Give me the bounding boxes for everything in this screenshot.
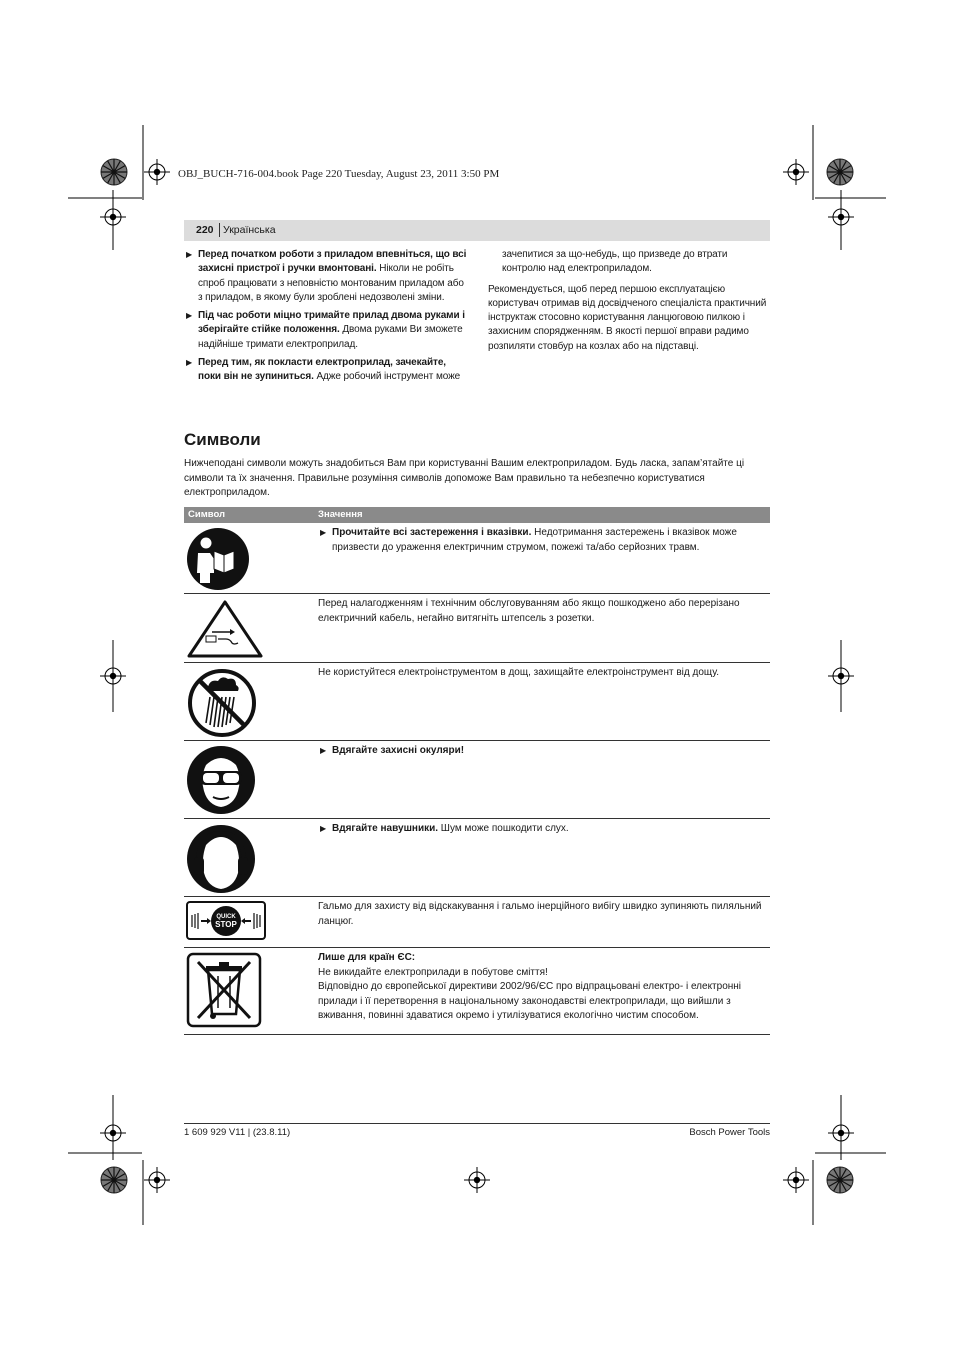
table-row xyxy=(184,523,770,594)
quick-stop-label-top: QUICK xyxy=(216,914,236,920)
unplug-warning-icon xyxy=(186,598,264,660)
right-column xyxy=(488,248,770,354)
warning-bold: Перед тим, як покласти електроприлад, зачекайте, поки він не зупиниться. xyxy=(198,357,446,383)
header-language: Українська xyxy=(223,224,276,236)
warning-text: Двома руками Ви зможете надійніше тримати електроприлад. xyxy=(198,324,463,350)
read-manual-icon xyxy=(186,527,250,591)
footer-doc-number: 1 609 929 V11 | (23.8.11) xyxy=(184,1127,291,1138)
row-detail: Недотримання застережень і вказівок може призвести до ураження електричним струмом, пожежі та/або серйозних травм. xyxy=(332,527,737,553)
section-intro: Нижчеподані символи можуть знадобиться Вам при користуванні Вашим електроприладом. Будь ласка, запам’ятайте ці символи та їх значення. Правильне розуміння символів допоможе Вам правильно та небезпечно користуватися електроприладом. xyxy=(184,458,745,498)
table-header xyxy=(184,507,770,523)
warning-bold: Перед початком роботи з приладом впевніться, що всі захисні пристрої і ручки вмонтовані. xyxy=(198,249,467,275)
header-divider xyxy=(219,223,220,237)
list-item xyxy=(184,309,468,352)
table-row xyxy=(184,948,770,1035)
print-file-info: OBJ_BUCH-716-004.book Page 220 Tuesday, August 23, 2011 3:50 PM xyxy=(178,168,500,180)
table-row xyxy=(184,663,770,741)
column-header-meaning: Значення xyxy=(318,509,363,520)
warning-text: Ніколи не робіть спроб працювати з неповністю монтованим приладом або з приладом, в якому були зроблені недозволені зміни. xyxy=(198,263,464,303)
row-text xyxy=(318,526,768,555)
bullet-arrow-icon: ▶ xyxy=(186,311,193,321)
row-text xyxy=(318,951,768,1024)
page-header xyxy=(184,220,770,241)
row-text xyxy=(318,744,768,759)
bullet-arrow-icon: ▶ xyxy=(186,250,193,259)
footer-brand: Bosch Power Tools xyxy=(689,1127,770,1138)
ear-protection-icon xyxy=(186,823,256,895)
list-item xyxy=(184,356,468,385)
row-bold: Лише для країн ЄС: xyxy=(318,952,416,963)
table-row xyxy=(184,594,770,663)
bullet-arrow-icon: ▶ xyxy=(320,746,327,755)
bullet-arrow-icon: ▶ xyxy=(320,528,327,537)
bullet-arrow-icon: ▶ xyxy=(320,824,327,833)
left-column xyxy=(184,248,468,389)
no-rain-icon xyxy=(186,667,258,739)
table-row xyxy=(184,897,770,948)
row-text xyxy=(318,822,768,837)
row-detail: Не викидайте електроприлади в побутове сміття! xyxy=(318,966,548,978)
safety-goggles-icon xyxy=(186,745,256,815)
warning-bold: Під час роботи міцно тримайте прилад двома руками і зберігайте стійке положення. xyxy=(198,310,465,336)
list-item xyxy=(184,248,468,305)
row-bold: Вдягайте навушники. xyxy=(332,823,439,834)
footer-divider xyxy=(184,1123,770,1124)
weee-bin-icon xyxy=(186,952,262,1028)
quick-stop-icon xyxy=(186,901,266,941)
bullet-arrow-icon: ▶ xyxy=(186,358,193,368)
row-detail: Шум може пошкодити слух. xyxy=(438,823,569,834)
continuation-text: зачепитися за що-небудь, що призведе до втрати контролю над електроприладом. xyxy=(502,249,728,275)
row-text: Гальмо для захисту від відскакування і гальмо інерційного вибігу швидко зупиняють пиляльний ланцюг. xyxy=(318,901,762,927)
column-header-symbol: Символ xyxy=(188,509,226,520)
row-bold: Вдягайте захисні окуляри! xyxy=(332,745,465,756)
row-bold: Прочитайте всі застереження і вказівки. xyxy=(332,527,532,538)
row-detail: Відповідно до європейської директиви 2002/96/ЄС про відпрацьовані електро- і електронні прилади і її перетворення в національному законодавстві електроприлади, що вийшли з вживання, повинні здаватися окремо і утилізуватися екологічно чистим способом. xyxy=(318,981,742,1021)
row-text: Не користуйтеся електроінструментом в дощ, захищайте електроінструмент від дощу. xyxy=(318,667,720,678)
page-number: 220 xyxy=(196,224,214,236)
row-text: Перед налагодженням і технічним обслуговуванням або якщо пошкоджено або перерізано електричний кабель, негайно витягніть штепсель з розетки. xyxy=(318,598,740,624)
section-title: Символи xyxy=(184,430,261,449)
quick-stop-label-bottom: STOP xyxy=(215,920,237,929)
recommendation-paragraph: Рекомендується, щоб перед першою експлуатацією користувач отримав від досвідченого спеціаліста практичний інструктаж стосовно користування ланцюговою пилкою і захисним спорядженням. В якості першої вправи радимо розпиляти стовбур на козлах або на підставці. xyxy=(488,283,767,352)
warning-text: Адже робочий інструмент може xyxy=(313,371,461,383)
table-row xyxy=(184,741,770,819)
table-row xyxy=(184,819,770,897)
